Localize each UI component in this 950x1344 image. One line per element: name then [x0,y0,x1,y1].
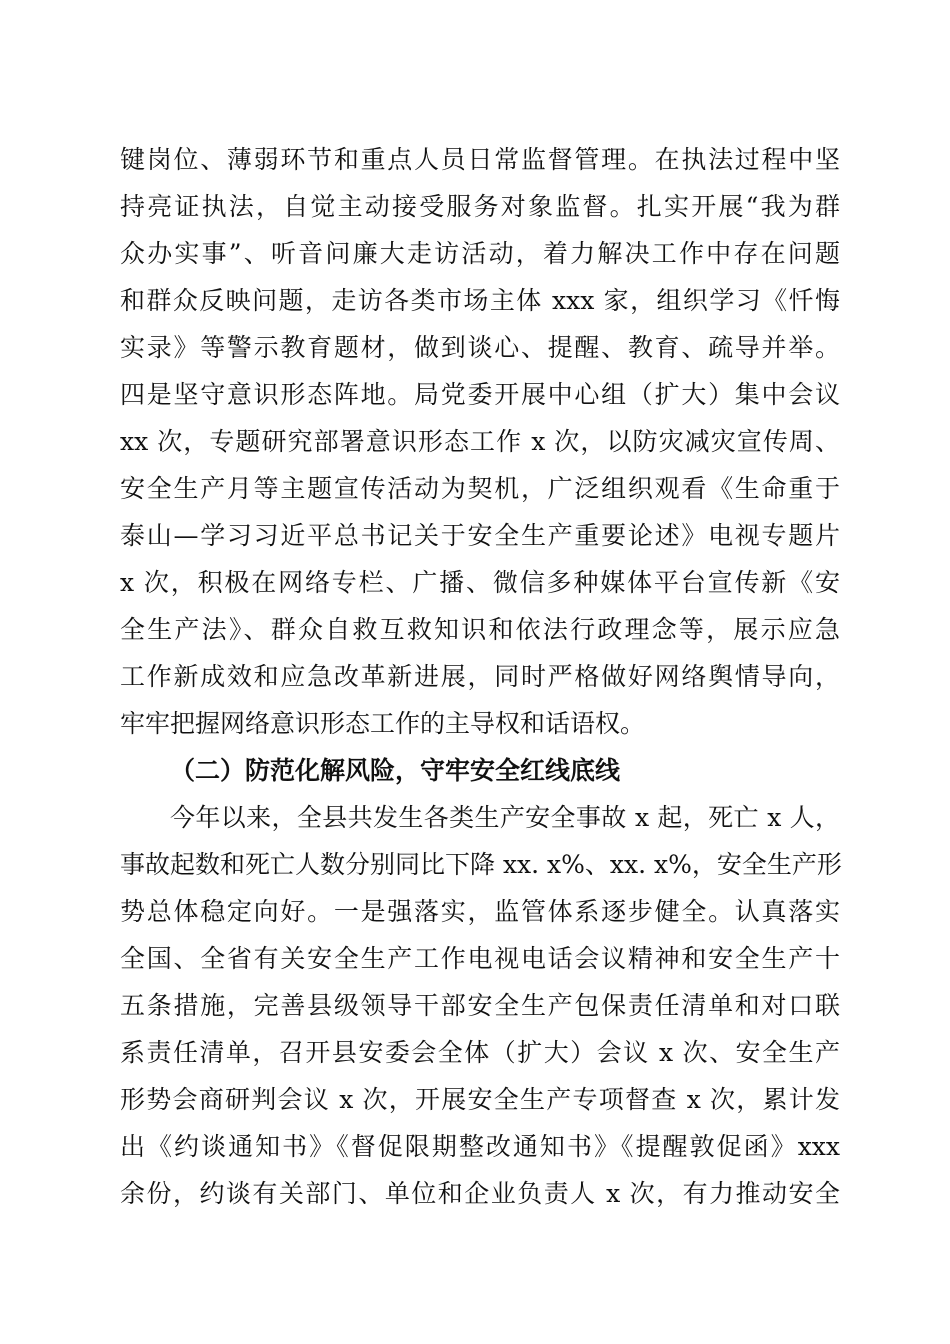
body-text-line: 键岗位、薄弱环节和重点人员日常监督管理。在执法过程中坚 [120,145,840,174]
section-heading: （二）防范化解风险，守牢安全红线底线 [170,756,621,785]
body-text-line: 实录》等警示教育题材，做到谈心、提醒、教育、疏导并举。 [120,333,840,362]
body-text-line: 牢牢把握网络意识形态工作的主导权和话语权。 [120,709,646,738]
body-text-line: 全生产法》、群众自救互救知识和依法行政理念等，展示应急 [120,615,840,644]
body-text-line: 出《约谈通知书》《督促限期整改通知书》《提醒敦促函》xxx [120,1132,840,1161]
body-text-line: 五条措施，完善县级领导干部安全生产包保责任清单和对口联 [120,991,840,1020]
body-text-line: 安全生产月等主题宣传活动为契机，广泛组织观看《生命重于 [120,474,840,503]
body-text-line: 和群众反映问题，走访各类市场主体 xxx 家，组织学习《忏悔 [120,286,840,315]
body-text-line: x 次，积极在网络专栏、广播、微信多种媒体平台宣传新《安 [120,568,840,597]
body-text-line: 系责任清单，召开县安委会全体（扩大）会议 x 次、安全生产 [120,1038,840,1067]
body-text-line: 持亮证执法，自觉主动接受服务对象监督。扎实开展“我为群 [120,192,840,221]
body-text-line: 事故起数和死亡人数分别同比下降 xx. x%、xx. x%，安全生产形 [120,850,842,879]
body-text-line: 全国、全省有关安全生产工作电视电话会议精神和安全生产十 [120,944,840,973]
body-text-line: 众办实事”、听音问廉大走访活动，着力解决工作中存在问题 [120,239,840,268]
body-text-line: 工作新成效和应急改革新进展，同时严格做好网络舆情导向， [120,662,840,691]
body-text-line: 泰山—学习习近平总书记关于安全生产重要论述》电视专题片 [120,521,840,550]
body-text-line: 势总体稳定向好。一是强落实，监管体系逐步健全。认真落实 [120,897,840,926]
body-text-line: 四是坚守意识形态阵地。局党委开展中心组（扩大）集中会议 [120,380,840,409]
body-text-line: 余份，约谈有关部门、单位和企业负责人 x 次，有力推动安全 [120,1179,840,1208]
body-text-line: 形势会商研判会议 x 次，开展安全生产专项督查 x 次，累计发 [120,1085,840,1114]
body-text-line: xx 次，专题研究部署意识形态工作 x 次，以防灾减灾宣传周、 [120,427,840,456]
body-text-line: 今年以来，全县共发生各类生产安全事故 x 起，死亡 x 人， [170,803,840,832]
